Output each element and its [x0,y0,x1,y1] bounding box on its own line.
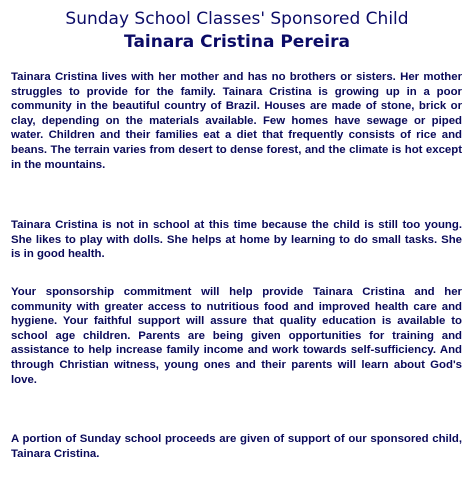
paragraph-schooling: Tainara Cristina is not in school at this time because the child is still too young. She likes to play with dolls. She helps at home by learning to do small tasks. She is in good health. [11,219,462,261]
page-title: Sunday School Classes' Sponsored Child [65,9,409,29]
paragraph-proceeds: A portion of Sunday school proceeds are given of support of our sponsored child, Tainara Cristina. [11,433,462,460]
paragraph-sponsorship: Your sponsorship commitment will help provide Tainara Cristina and her community with greater access to nutritious food and improved health care and hygiene. Your faithful support will assure that quality education is available to school age children. Parents are being given opportunities for training and assistance to help increase family income and work towards self-sufficiency. And through Christian witness, young ones and their parents will learn about God's love. [11,286,462,386]
paragraph-family-background: Tainara Cristina lives with her mother and has no brothers or sisters. Her mother struggles to provide for the family. Tainara Cristina is growing up in a poor community in the beautiful country of Brazil. Houses are made of stone, brick or clay, depending on the materials available. Few homes have sewage or piped water. Children and their families eat a diet that frequently consists of rice and beans. The terrain varies from desert to dense forest, and the climate is hot except in the mountains. [11,71,462,171]
child-name-heading: Tainara Cristina Pereira [124,32,350,52]
